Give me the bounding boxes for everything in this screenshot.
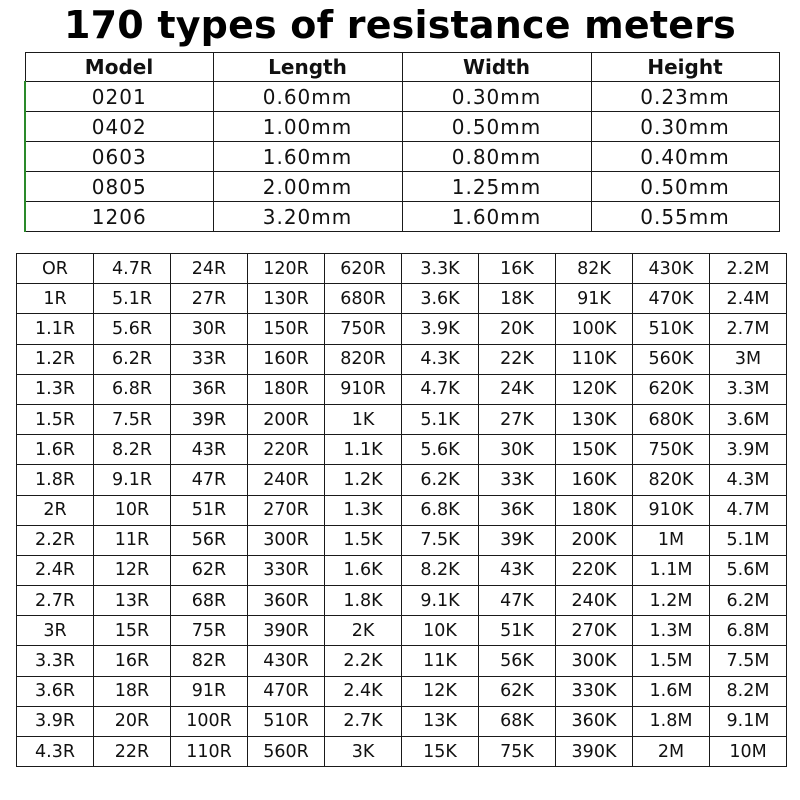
resistance-cell: 3.9M — [710, 435, 787, 465]
resistance-cell: 1.1R — [17, 314, 94, 344]
resistance-cell: 3R — [17, 616, 94, 646]
resistance-cell: 1.5R — [17, 404, 94, 434]
table-cell: 1.60mm — [402, 202, 591, 232]
table-cell: 0.30mm — [591, 112, 779, 142]
resistance-cell: 3K — [325, 737, 402, 767]
table-row — [25, 82, 779, 112]
resistance-cell: 2.7R — [17, 586, 94, 616]
resistance-cell: 47K — [479, 586, 556, 616]
resistance-cell: 10M — [710, 737, 787, 767]
resistance-cell: 2.4R — [17, 555, 94, 585]
resistance-cell: 120R — [248, 254, 325, 284]
resistance-cell: 22R — [94, 737, 171, 767]
resistance-cell: 3.6R — [17, 676, 94, 706]
resistance-cell: 360K — [556, 706, 633, 736]
resistance-cell: 36R — [171, 374, 248, 404]
table-cell: 0.30mm — [402, 82, 591, 112]
resistance-cell: 18R — [94, 676, 171, 706]
table-row — [17, 465, 787, 495]
resistance-cell: 100R — [171, 706, 248, 736]
resistance-cell: 91R — [171, 676, 248, 706]
resistance-cell: 390R — [248, 616, 325, 646]
resistance-cell: 5.6M — [710, 555, 787, 585]
resistance-cell: 1.1M — [633, 555, 710, 585]
resistance-cell: 6.8K — [402, 495, 479, 525]
table-cell: 0201 — [25, 82, 213, 112]
table-row — [17, 555, 787, 585]
resistance-cell: 2.2M — [710, 254, 787, 284]
resistance-cell: 16R — [94, 646, 171, 676]
resistance-cell: 1.6K — [325, 555, 402, 585]
resistance-cell: 39K — [479, 525, 556, 555]
resistance-cell: 220R — [248, 435, 325, 465]
resistance-cell: 5.6K — [402, 435, 479, 465]
table-row — [17, 344, 787, 374]
resistance-cell: 3.3K — [402, 254, 479, 284]
resistance-cell: 1.8M — [633, 706, 710, 736]
table-cell: 0402 — [25, 112, 213, 142]
resistance-cell: 1R — [17, 284, 94, 314]
resistance-cell: 24K — [479, 374, 556, 404]
resistance-cell: 33R — [171, 344, 248, 374]
resistance-cell: 5.6R — [94, 314, 171, 344]
table-cell: 1.00mm — [213, 112, 402, 142]
resistance-cell: 270K — [556, 616, 633, 646]
resistance-cell: 390K — [556, 737, 633, 767]
resistance-cell: 13K — [402, 706, 479, 736]
resistance-cell: 3.3M — [710, 374, 787, 404]
resistance-cell: 62R — [171, 555, 248, 585]
resistance-cell: 680R — [325, 284, 402, 314]
resistance-cell: 8.2K — [402, 555, 479, 585]
table-row — [17, 706, 787, 736]
resistance-cell: 91K — [556, 284, 633, 314]
resistance-cell: 300K — [556, 646, 633, 676]
table-row — [17, 284, 787, 314]
table-cell: 0.23mm — [591, 82, 779, 112]
resistance-values-body — [17, 254, 787, 767]
resistance-cell: 24R — [171, 254, 248, 284]
resistance-cell: 220K — [556, 555, 633, 585]
resistance-cell: 9.1M — [710, 706, 787, 736]
resistance-cell: 1M — [633, 525, 710, 555]
resistance-cell: 680K — [633, 404, 710, 434]
resistance-cell: 2.7M — [710, 314, 787, 344]
resistance-cell: 5.1R — [94, 284, 171, 314]
resistance-cell: OR — [17, 254, 94, 284]
resistance-cell: 2.4K — [325, 676, 402, 706]
resistance-cell: 20R — [94, 706, 171, 736]
table-cell: 3.20mm — [213, 202, 402, 232]
resistance-cell: 3.3R — [17, 646, 94, 676]
dimensions-body — [25, 82, 779, 232]
resistance-cell: 16K — [479, 254, 556, 284]
resistance-cell: 6.2K — [402, 465, 479, 495]
resistance-cell: 7.5M — [710, 646, 787, 676]
resistance-cell: 36K — [479, 495, 556, 525]
resistance-cell: 30R — [171, 314, 248, 344]
table-cell: 0.50mm — [402, 112, 591, 142]
resistance-cell: 8.2R — [94, 435, 171, 465]
table-cell: 1206 — [25, 202, 213, 232]
resistance-cell: 2.7K — [325, 706, 402, 736]
resistance-cell: 620R — [325, 254, 402, 284]
resistance-cell: 620K — [633, 374, 710, 404]
resistance-cell: 56K — [479, 646, 556, 676]
resistance-cell: 47R — [171, 465, 248, 495]
resistance-cell: 2M — [633, 737, 710, 767]
resistance-cell: 11K — [402, 646, 479, 676]
resistance-cell: 6.8M — [710, 616, 787, 646]
resistance-cell: 110R — [171, 737, 248, 767]
resistance-cell: 5.1M — [710, 525, 787, 555]
resistance-cell: 130R — [248, 284, 325, 314]
table-row — [17, 737, 787, 767]
table-row — [17, 254, 787, 284]
resistance-cell: 75R — [171, 616, 248, 646]
table-cell: 0603 — [25, 142, 213, 172]
resistance-cell: 200K — [556, 525, 633, 555]
resistance-cell: 82K — [556, 254, 633, 284]
resistance-cell: 910K — [633, 495, 710, 525]
header-width: Width — [402, 53, 591, 82]
resistance-cell: 510R — [248, 706, 325, 736]
resistance-cell: 4.7K — [402, 374, 479, 404]
resistance-cell: 7.5K — [402, 525, 479, 555]
resistance-cell: 5.1K — [402, 404, 479, 434]
table-row — [17, 586, 787, 616]
resistance-cell: 180R — [248, 374, 325, 404]
resistance-cell: 68R — [171, 586, 248, 616]
resistance-cell: 160K — [556, 465, 633, 495]
table-cell: 0.50mm — [591, 172, 779, 202]
resistance-cell: 2R — [17, 495, 94, 525]
resistance-cell: 1.3K — [325, 495, 402, 525]
resistance-cell: 2.2K — [325, 646, 402, 676]
resistance-cell: 62K — [479, 676, 556, 706]
resistance-cell: 3.9R — [17, 706, 94, 736]
resistance-cell: 150K — [556, 435, 633, 465]
resistance-cell: 300R — [248, 525, 325, 555]
table-cell: 0.55mm — [591, 202, 779, 232]
resistance-cell: 1.2R — [17, 344, 94, 374]
resistance-cell: 15R — [94, 616, 171, 646]
header-length: Length — [213, 53, 402, 82]
resistance-cell: 1.3R — [17, 374, 94, 404]
resistance-cell: 8.2M — [710, 676, 787, 706]
resistance-cell: 27K — [479, 404, 556, 434]
resistance-cell: 10K — [402, 616, 479, 646]
resistance-cell: 1.6M — [633, 676, 710, 706]
resistance-cell: 9.1R — [94, 465, 171, 495]
resistance-cell: 120K — [556, 374, 633, 404]
resistance-cell: 51K — [479, 616, 556, 646]
resistance-cell: 560K — [633, 344, 710, 374]
table-cell: 0.60mm — [213, 82, 402, 112]
resistance-cell: 43R — [171, 435, 248, 465]
table-cell: 0805 — [25, 172, 213, 202]
resistance-cell: 150R — [248, 314, 325, 344]
resistance-cell: 200R — [248, 404, 325, 434]
table-row — [25, 172, 779, 202]
resistance-cell: 430K — [633, 254, 710, 284]
resistance-cell: 13R — [94, 586, 171, 616]
resistance-cell: 3.9K — [402, 314, 479, 344]
resistance-cell: 240R — [248, 465, 325, 495]
resistance-cell: 430R — [248, 646, 325, 676]
resistance-cell: 18K — [479, 284, 556, 314]
resistance-cell: 3.6M — [710, 404, 787, 434]
resistance-cell: 110K — [556, 344, 633, 374]
table-row — [17, 525, 787, 555]
header-height: Height — [591, 53, 779, 82]
resistance-cell: 1.5M — [633, 646, 710, 676]
resistance-cell: 9.1K — [402, 586, 479, 616]
table-row — [17, 616, 787, 646]
resistance-cell: 130K — [556, 404, 633, 434]
dimensions-header — [25, 53, 779, 82]
resistance-cell: 6.8R — [94, 374, 171, 404]
resistance-cell: 43K — [479, 555, 556, 585]
resistance-cell: 910R — [325, 374, 402, 404]
resistance-cell: 11R — [94, 525, 171, 555]
resistance-cell: 22K — [479, 344, 556, 374]
resistance-cell: 1.6R — [17, 435, 94, 465]
resistance-cell: 1K — [325, 404, 402, 434]
resistance-cell: 4.3R — [17, 737, 94, 767]
table-cell: 1.60mm — [213, 142, 402, 172]
resistance-cell: 82R — [171, 646, 248, 676]
resistance-cell: 4.7M — [710, 495, 787, 525]
resistance-cell: 75K — [479, 737, 556, 767]
resistance-cell: 820K — [633, 465, 710, 495]
resistance-cell: 820R — [325, 344, 402, 374]
resistance-cell: 7.5R — [94, 404, 171, 434]
table-row — [17, 435, 787, 465]
resistance-cell: 160R — [248, 344, 325, 374]
table-row — [17, 495, 787, 525]
resistance-cell: 20K — [479, 314, 556, 344]
resistance-cell: 1.3M — [633, 616, 710, 646]
resistance-cell: 27R — [171, 284, 248, 314]
table-row — [25, 202, 779, 232]
resistance-cell: 3M — [710, 344, 787, 374]
table-row — [17, 314, 787, 344]
resistance-cell: 12K — [402, 676, 479, 706]
resistance-cell: 560R — [248, 737, 325, 767]
resistance-cell: 1.5K — [325, 525, 402, 555]
table-row — [25, 112, 779, 142]
resistance-cell: 470R — [248, 676, 325, 706]
resistance-cell: 6.2M — [710, 586, 787, 616]
resistance-cell: 240K — [556, 586, 633, 616]
resistance-cell: 100K — [556, 314, 633, 344]
resistance-cell: 15K — [402, 737, 479, 767]
resistance-cell: 33K — [479, 465, 556, 495]
table-cell: 2.00mm — [213, 172, 402, 202]
resistance-cell: 470K — [633, 284, 710, 314]
table-row — [17, 404, 787, 434]
resistance-cell: 2.2R — [17, 525, 94, 555]
resistance-cell: 330R — [248, 555, 325, 585]
resistance-cell: 56R — [171, 525, 248, 555]
resistance-cell: 330K — [556, 676, 633, 706]
resistance-cell: 1.1K — [325, 435, 402, 465]
resistance-cell: 68K — [479, 706, 556, 736]
page-title: 170 types of resistance meters — [63, 3, 736, 47]
resistance-cell: 2K — [325, 616, 402, 646]
resistance-cell: 1.2K — [325, 465, 402, 495]
resistance-cell: 1.8K — [325, 586, 402, 616]
resistance-cell: 10R — [94, 495, 171, 525]
resistance-cell: 3.6K — [402, 284, 479, 314]
table-cell: 0.40mm — [591, 142, 779, 172]
resistance-cell: 6.2R — [94, 344, 171, 374]
resistance-cell: 270R — [248, 495, 325, 525]
resistance-cell: 1.2M — [633, 586, 710, 616]
resistance-values-table — [16, 253, 787, 767]
table-row — [17, 646, 787, 676]
resistance-cell: 1.8R — [17, 465, 94, 495]
resistance-cell: 4.3K — [402, 344, 479, 374]
table-cell: 0.80mm — [402, 142, 591, 172]
resistance-cell: 30K — [479, 435, 556, 465]
resistance-cell: 12R — [94, 555, 171, 585]
resistance-cell: 39R — [171, 404, 248, 434]
dimensions-header-row — [25, 53, 779, 82]
table-row — [25, 142, 779, 172]
resistance-cell: 180K — [556, 495, 633, 525]
resistance-cell: 750K — [633, 435, 710, 465]
resistance-cell: 360R — [248, 586, 325, 616]
resistance-cell: 510K — [633, 314, 710, 344]
resistance-cell: 51R — [171, 495, 248, 525]
dimensions-table — [24, 52, 780, 232]
resistance-cell: 2.4M — [710, 284, 787, 314]
resistance-cell: 4.3M — [710, 465, 787, 495]
table-row — [17, 374, 787, 404]
resistance-cell: 4.7R — [94, 254, 171, 284]
table-row — [17, 676, 787, 706]
header-model: Model — [25, 53, 213, 82]
table-cell: 1.25mm — [402, 172, 591, 202]
resistance-cell: 750R — [325, 314, 402, 344]
